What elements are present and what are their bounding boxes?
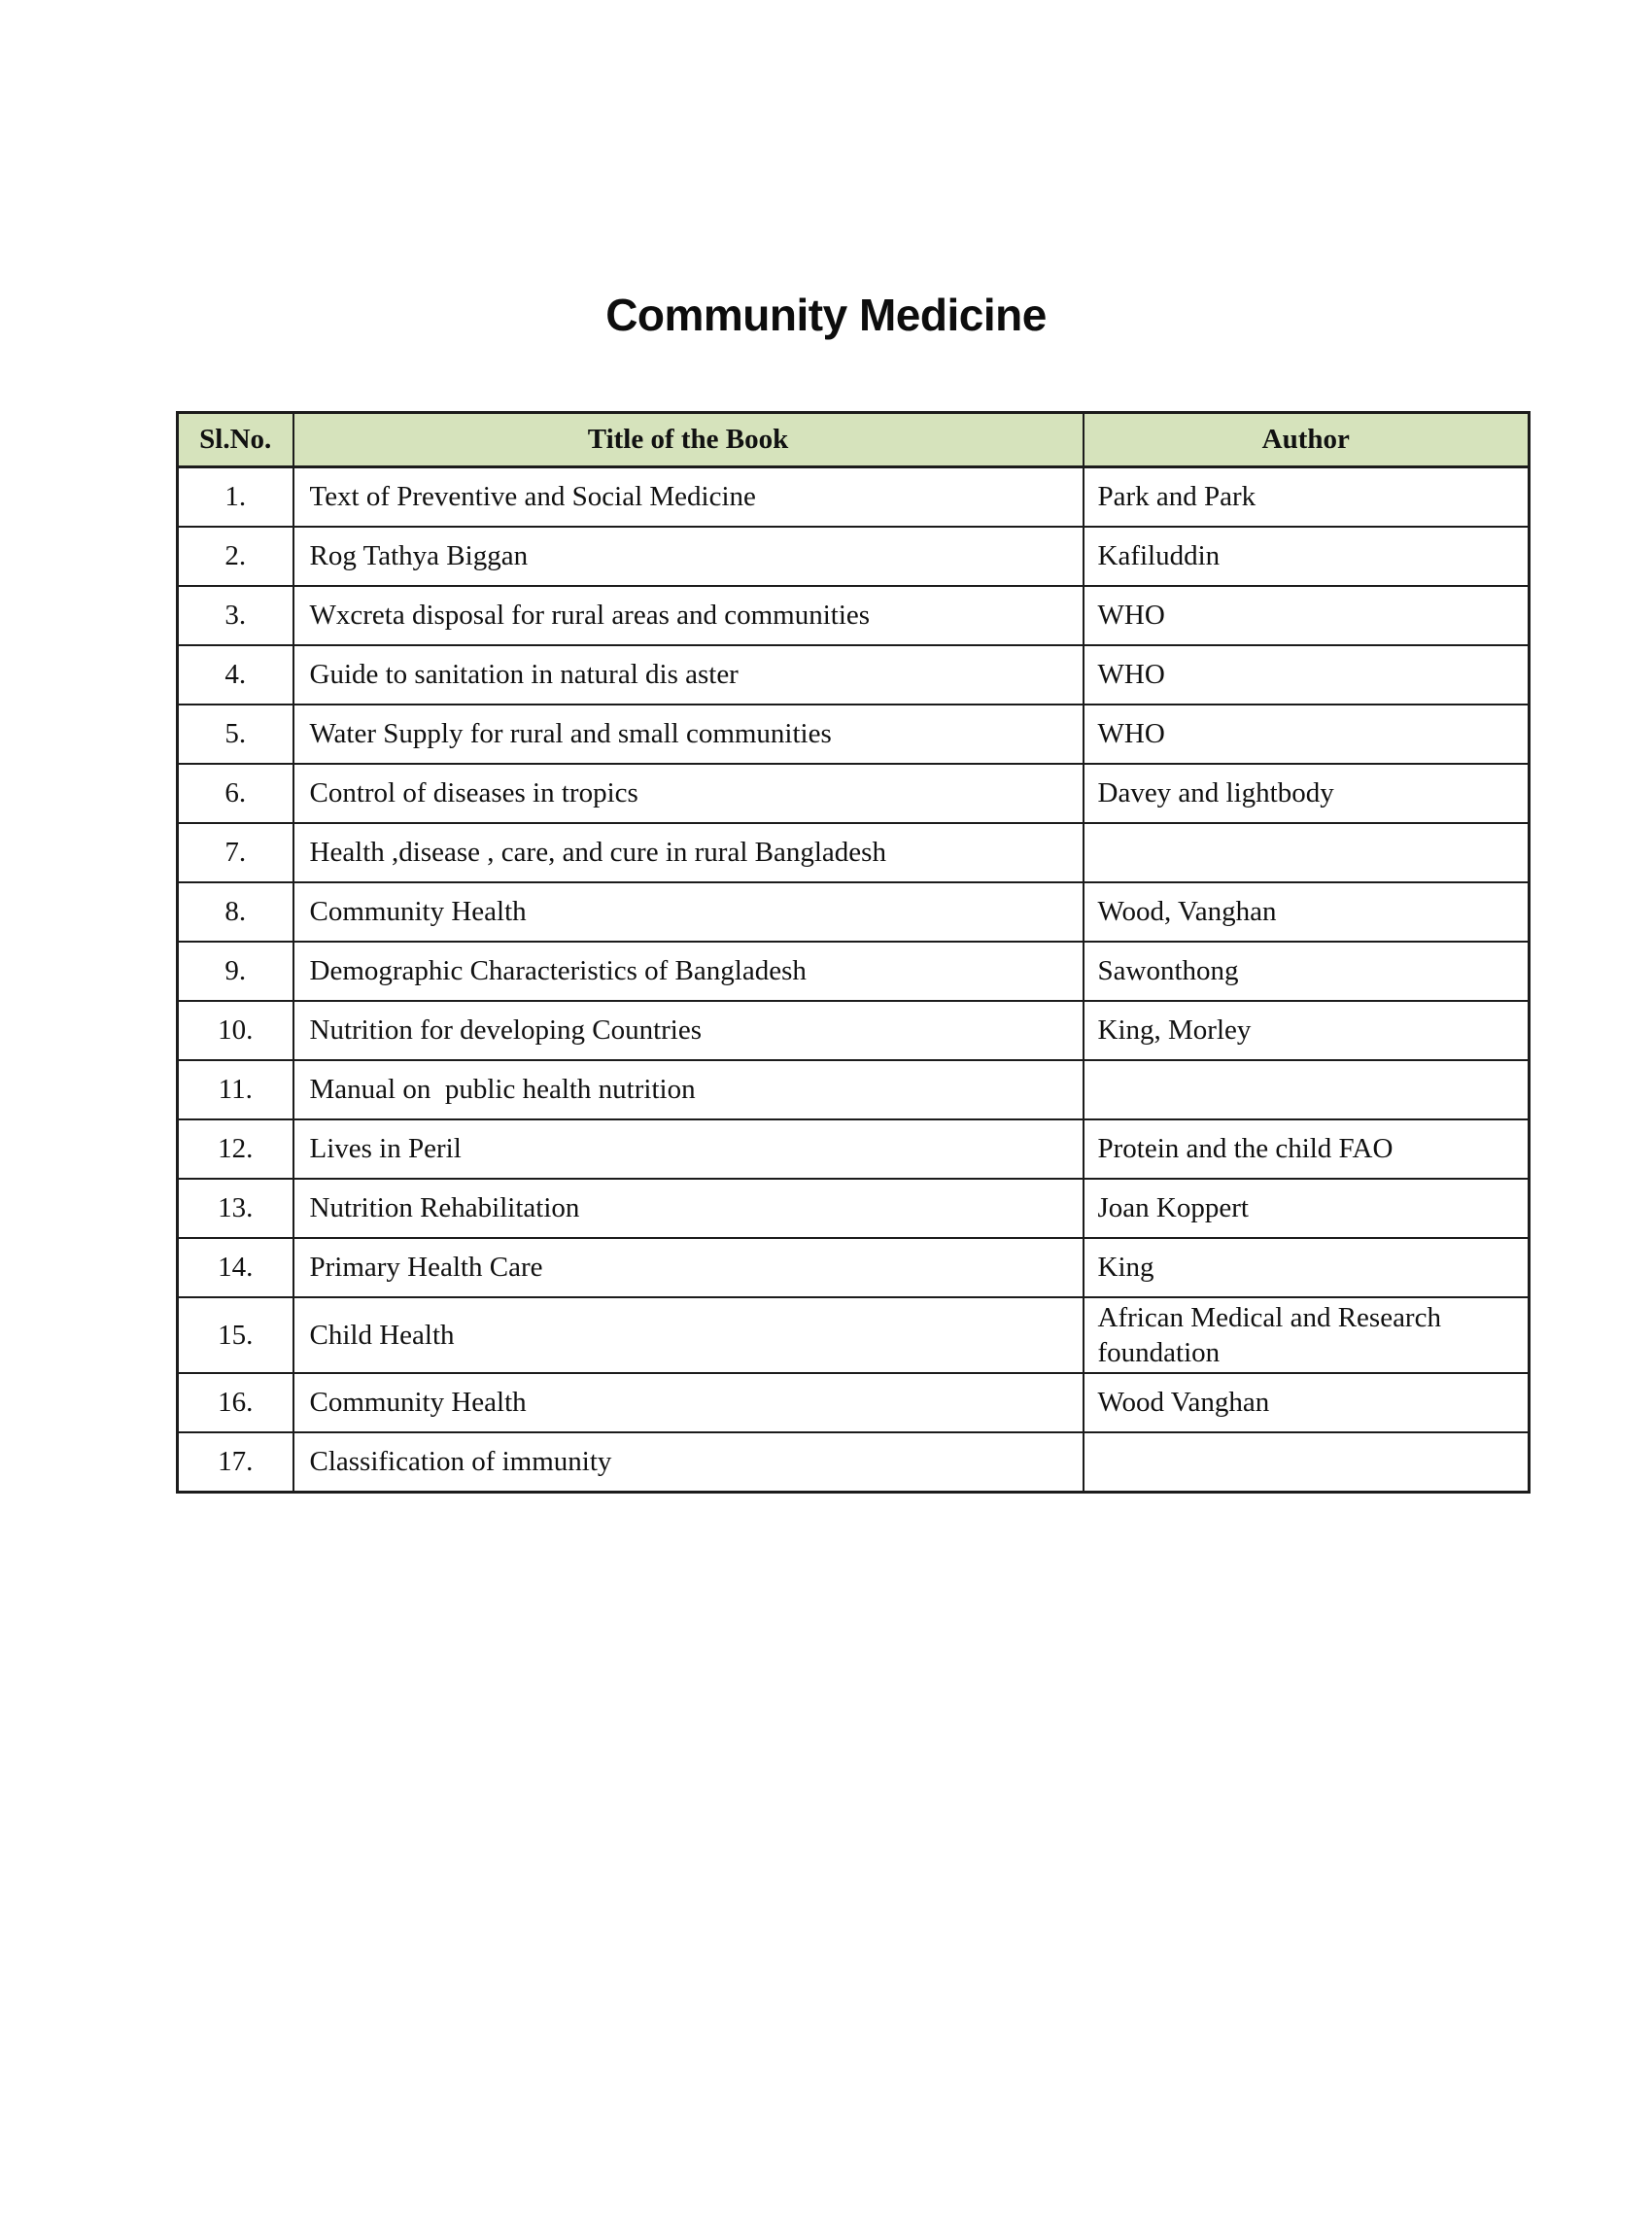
cell-author: Protein and the child FAO — [1084, 1119, 1530, 1179]
cell-slno: 1. — [178, 467, 293, 527]
cell-title: Control of diseases in tropics — [293, 764, 1084, 823]
cell-title: Water Supply for rural and small communities — [293, 705, 1084, 764]
table-row — [178, 527, 1530, 586]
cell-slno: 17. — [178, 1432, 293, 1492]
table-row — [178, 882, 1530, 942]
table-row — [178, 645, 1530, 705]
cell-title: Classification of immunity — [293, 1432, 1084, 1492]
cell-author: Wood, Vanghan — [1084, 882, 1530, 942]
cell-title: Rog Tathya Biggan — [293, 527, 1084, 586]
cell-title: Text of Preventive and Social Medicine — [293, 467, 1084, 527]
cell-author: Kafiluddin — [1084, 527, 1530, 586]
table-row — [178, 1238, 1530, 1297]
cell-slno: 14. — [178, 1238, 293, 1297]
cell-title: Primary Health Care — [293, 1238, 1084, 1297]
book-table — [176, 411, 1531, 1494]
cell-author: King, Morley — [1084, 1001, 1530, 1060]
table-row — [178, 1432, 1530, 1492]
cell-title: Demographic Characteristics of Bangladesh — [293, 942, 1084, 1001]
cell-author: Joan Koppert — [1084, 1179, 1530, 1238]
table-header — [178, 413, 1530, 467]
table-body — [178, 467, 1530, 1493]
table-row — [178, 705, 1530, 764]
table-row — [178, 586, 1530, 645]
table-row — [178, 1119, 1530, 1179]
cell-slno: 16. — [178, 1373, 293, 1432]
cell-slno: 3. — [178, 586, 293, 645]
cell-slno: 13. — [178, 1179, 293, 1238]
table-row — [178, 764, 1530, 823]
cell-slno: 8. — [178, 882, 293, 942]
table-row — [178, 1179, 1530, 1238]
cell-title: Community Health — [293, 882, 1084, 942]
cell-slno: 11. — [178, 1060, 293, 1119]
header-author: Author — [1084, 413, 1530, 467]
cell-title: Lives in Peril — [293, 1119, 1084, 1179]
cell-author: African Medical and Research foundation — [1084, 1297, 1530, 1374]
cell-slno: 6. — [178, 764, 293, 823]
cell-author — [1084, 1060, 1530, 1119]
cell-slno: 15. — [178, 1297, 293, 1374]
table-header-row — [178, 413, 1530, 467]
header-title: Title of the Book — [293, 413, 1084, 467]
cell-slno: 5. — [178, 705, 293, 764]
header-slno: Sl.No. — [178, 413, 293, 467]
cell-slno: 12. — [178, 1119, 293, 1179]
page-title: Community Medicine — [605, 290, 1047, 340]
cell-author: WHO — [1084, 586, 1530, 645]
cell-title: Manual on public health nutrition — [293, 1060, 1084, 1119]
cell-title: Nutrition Rehabilitation — [293, 1179, 1084, 1238]
cell-title: Nutrition for developing Countries — [293, 1001, 1084, 1060]
cell-title: Child Health — [293, 1297, 1084, 1374]
cell-slno: 4. — [178, 645, 293, 705]
cell-author: WHO — [1084, 645, 1530, 705]
cell-author: Sawonthong — [1084, 942, 1530, 1001]
cell-title: Health ,disease , care, and cure in rural Bangladesh — [293, 823, 1084, 882]
table-row — [178, 1060, 1530, 1119]
cell-author: Park and Park — [1084, 467, 1530, 527]
cell-slno: 10. — [178, 1001, 293, 1060]
cell-slno: 2. — [178, 527, 293, 586]
cell-slno: 7. — [178, 823, 293, 882]
table-row — [178, 1373, 1530, 1432]
cell-author: King — [1084, 1238, 1530, 1297]
cell-slno: 9. — [178, 942, 293, 1001]
table-row — [178, 1297, 1530, 1374]
cell-author — [1084, 823, 1530, 882]
cell-author — [1084, 1432, 1530, 1492]
table-row — [178, 942, 1530, 1001]
cell-title: Wxcreta disposal for rural areas and communities — [293, 586, 1084, 645]
cell-title: Guide to sanitation in natural dis aster — [293, 645, 1084, 705]
book-table-container — [176, 411, 1531, 1494]
table-row — [178, 467, 1530, 527]
cell-author: Davey and lightbody — [1084, 764, 1530, 823]
table-row — [178, 1001, 1530, 1060]
cell-author: WHO — [1084, 705, 1530, 764]
table-row — [178, 823, 1530, 882]
cell-title: Community Health — [293, 1373, 1084, 1432]
cell-author: Wood Vanghan — [1084, 1373, 1530, 1432]
